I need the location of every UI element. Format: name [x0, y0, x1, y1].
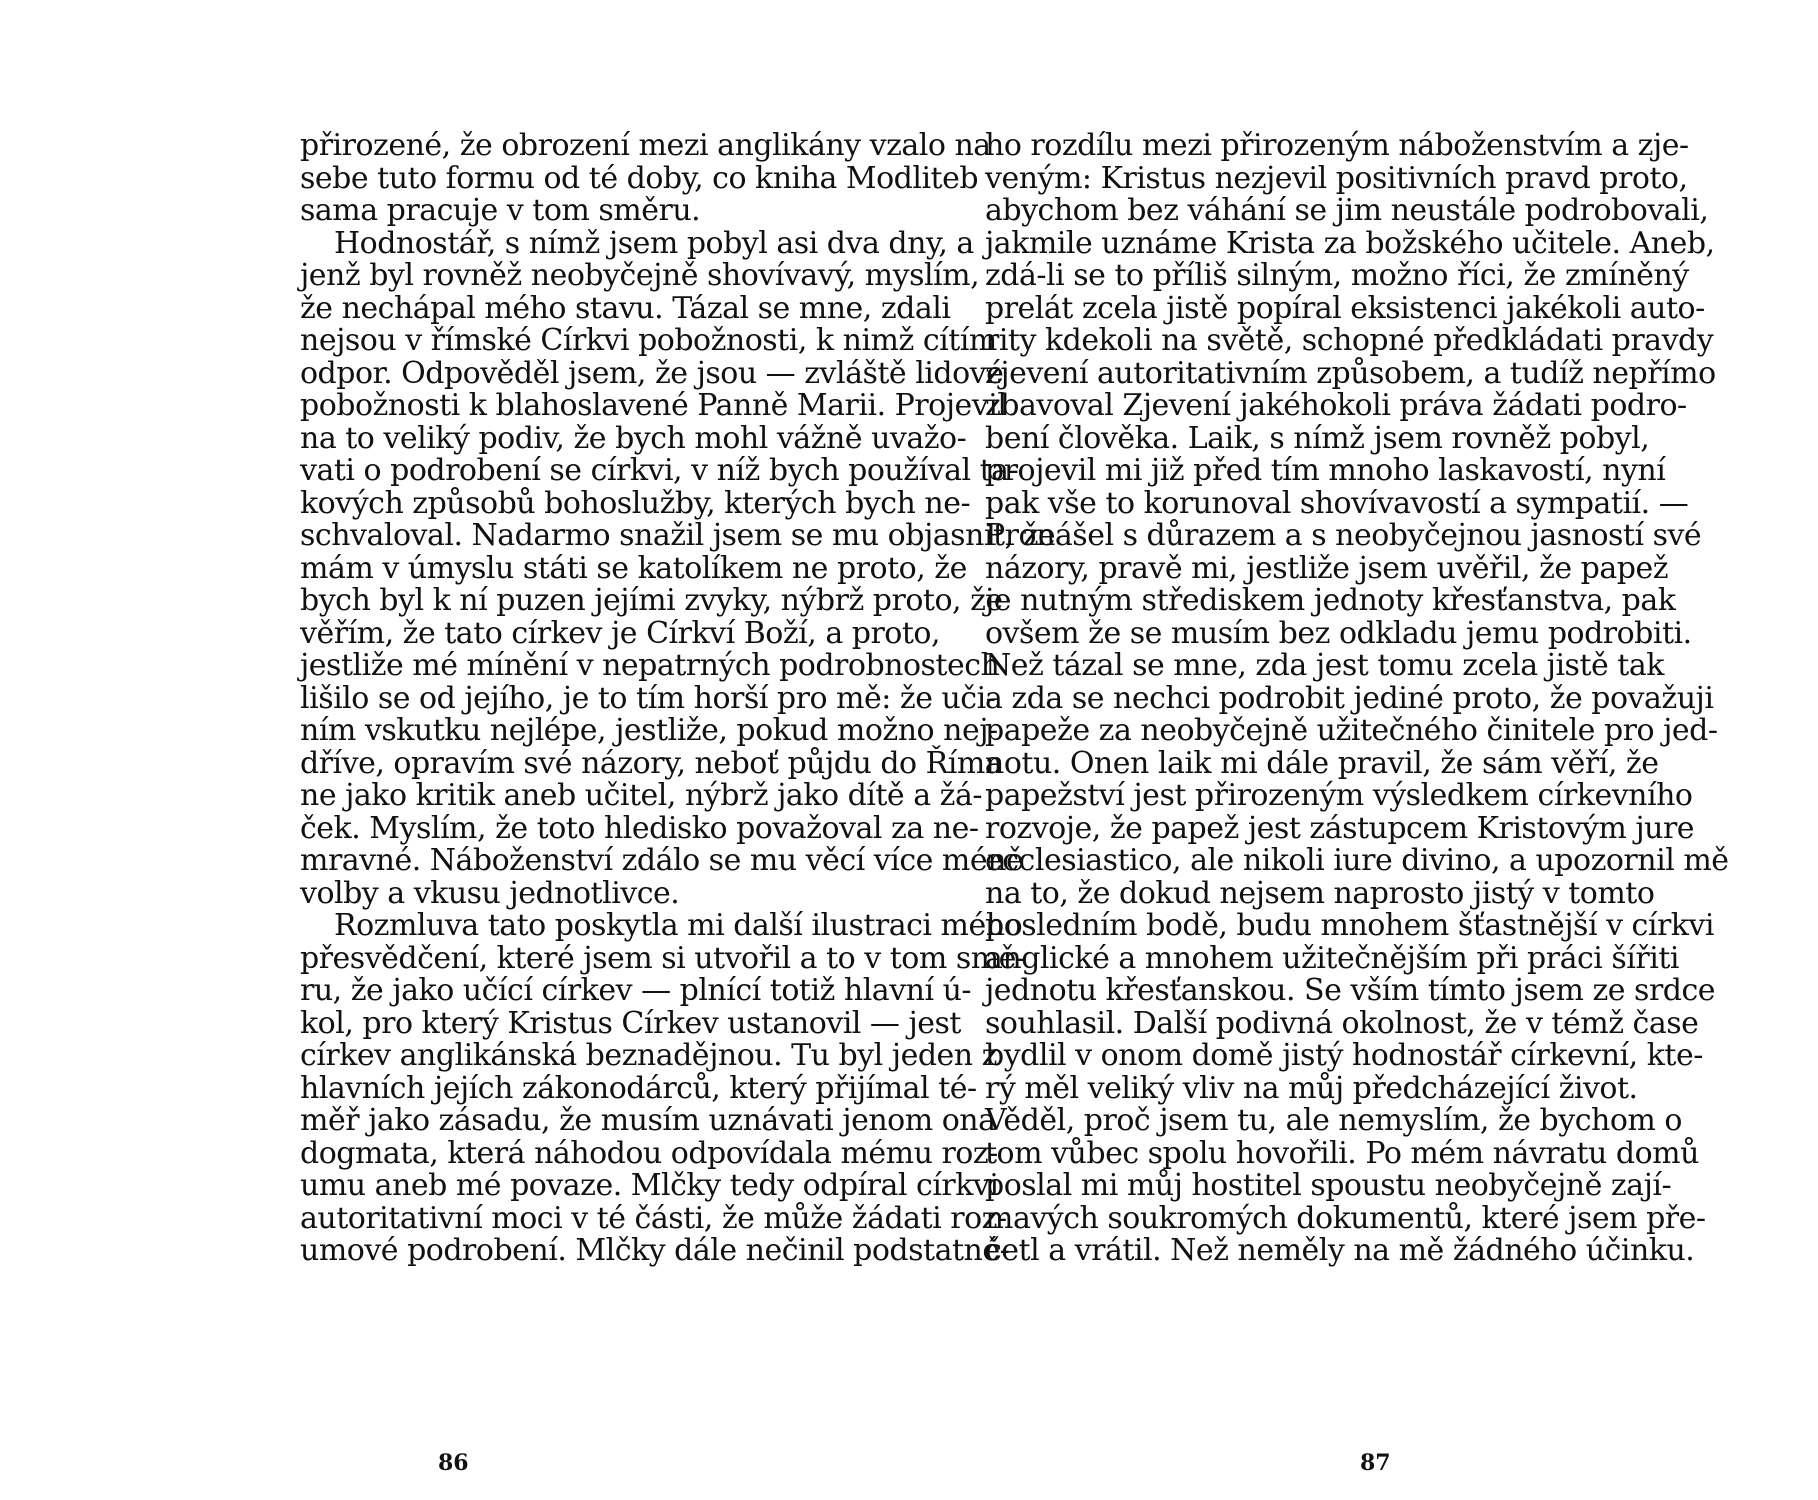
text-line: zjevení autoritativním způsobem, a tudíž nepřímo [985, 355, 1716, 391]
text-line: souhlasil. Další podivná okolnost, že v témž čase [985, 1005, 1699, 1041]
text-line: anglické a mnohem užitečnějším při práci šířiti [985, 940, 1679, 976]
text-line: dříve, opravím své názory, neboť půjdu do Říma [300, 745, 1003, 781]
text-line: na to veliký podiv, že bych mohl vážně uvažo- [300, 420, 967, 456]
text-line: notu. Onen laik mi dále pravil, že sám věří, že [985, 745, 1659, 781]
text-line: na to, že dokud nejsem naprosto jistý v tomto [985, 875, 1655, 911]
text-line: že nechápal mého stavu. Tázal se mne, zdali [300, 290, 951, 326]
text-line: projevil mi již před tím mnoho laskavostí, nyní [985, 453, 1666, 488]
text-line: jestliže mé mínění v nepatrných podrobnostech [300, 648, 1000, 683]
text-line: mám v úmyslu státi se katolíkem ne proto, že [300, 550, 967, 586]
text-line: umové podrobení. Mlčky dále nečinil podstatné- [300, 1233, 1010, 1268]
text-line: hlavních jejích zákonodárců, který přijímal té- [300, 1070, 977, 1106]
text-line: přirozené, že obrození mezi anglikány vzalo na [300, 128, 991, 163]
right-page [985, 128, 1729, 1268]
text-line: měř jako zásadu, že musím uznávati jenom ona [300, 1103, 996, 1138]
text-line: lišilo se od jejího, je to tím horší pro mě: že uči- [300, 680, 996, 716]
text-line: rity kdekoli na světě, schopné předkládati pravdy [985, 323, 1714, 358]
text-line: ho rozdílu mezi přirozeným náboženstvím a zje- [985, 128, 1689, 163]
text-line: posledním bodě, budu mnohem šťastnější v církvi [985, 908, 1715, 943]
text-line: prelát zcela jistě popíral eksistenci jakékoli auto- [985, 290, 1705, 326]
text-line: a zda se nechci podrobit jediné proto, že považuji [985, 680, 1714, 716]
text-line: autoritativní moci v té části, že může žádati roz- [300, 1200, 1007, 1236]
text-line: Než tázal se mne, zda jest tomu zcela jistě tak [985, 648, 1664, 683]
text-line: poslal mi můj hostitel spoustu neobyčejně zají- [985, 1168, 1672, 1203]
text-line: umu aneb mé povaze. Mlčky tedy odpíral církvi [300, 1168, 999, 1203]
text-line: zbavoval Zjevení jakéhokoli práva žádati podro- [985, 388, 1687, 423]
text-line: jednotu křesťanskou. Se vším tímto jsem ze srdce [985, 973, 1716, 1008]
text-line: veným: Kristus nezjevil positivních pravd proto, [985, 160, 1688, 196]
text-line: papeže za neobyčejně užitečného činitele pro jed- [985, 713, 1718, 748]
text-line: schvaloval. Nadarmo snažil jsem se mu objasnit, že [300, 518, 1056, 553]
text-line: odpor. Odpověděl jsem, že jsou — zvláště lidové [300, 355, 1004, 391]
text-line: kol, pro který Kristus Církev ustanovil — jest [300, 1005, 961, 1041]
text-line: volby a vkusu jednotlivce. [300, 875, 680, 911]
left-page-number: 86 [438, 1450, 469, 1476]
paragraph-first-line: Hodnostář, s nímž jsem pobyl asi dva dny, a [334, 225, 974, 261]
text-line: je nutným střediskem jednoty křesťanstva, pak [985, 583, 1676, 618]
left-page [300, 128, 1056, 1268]
text-line: rý měl veliký vliv na můj předcházející život. [985, 1070, 1638, 1106]
text-line: věřím, že tato církev je Církví Boží, a proto, [300, 615, 941, 651]
text-line: papežství jest přirozeným výsledkem církevního [985, 778, 1693, 813]
text-line: zdá-li se to příliš silným, možno říci, že zmíněný [985, 258, 1689, 293]
text-line: bydlil v onom domě jistý hodnostář církevní, kte- [985, 1038, 1703, 1073]
text-line: pak vše to korunoval shovívavostí a sympatií. — [985, 485, 1689, 521]
text-line: mravné. Náboženství zdálo se mu věcí více méně [300, 843, 1024, 878]
right-page-number: 87 [1360, 1450, 1391, 1476]
text-line: ecclesiastico, ale nikoli iure divino, a upozornil mě [985, 843, 1729, 878]
text-line: četl a vrátil. Než neměly na mě žádného účinku. [985, 1233, 1695, 1268]
text-line: názory, pravě mi, jestliže jsem uvěřil, že papež [985, 550, 1669, 586]
text-line: mavých soukromých dokumentů, které jsem pře- [985, 1200, 1706, 1236]
text-line: jenž byl rovněž neobyčejně shovívavý, myslím, [300, 258, 980, 293]
text-line: ovšem že se musím bez odkladu jemu podrobiti. [985, 615, 1692, 651]
text-line: sebe tuto formu od té doby, co kniha Modliteb [300, 160, 979, 196]
text-line: pobožnosti k blahoslavené Panně Marii. Projevil [300, 388, 1007, 423]
text-line: sama pracuje v tom směru. [300, 193, 701, 228]
text-line: tom vůbec spolu hovořili. Po mém návratu domů [985, 1135, 1699, 1171]
text-line: Věděl, proč jsem tu, ale nemyslím, že bychom o [985, 1103, 1682, 1138]
text-line: Pronášel s důrazem a s neobyčejnou jasností své [985, 518, 1702, 553]
text-line: rozvoje, že papež jest zástupcem Kristovým jure [985, 810, 1695, 846]
text-line: ním vskutku nejlépe, jestliže, pokud možno nej- [300, 713, 998, 748]
text-line: bení člověka. Laik, s nímž jsem rovněž pobyl, [985, 420, 1650, 456]
text-line: nejsou v římské Církvi pobožnosti, k nimž cítím [300, 323, 997, 358]
text-line: ru, že jako učící církev — plnící totiž hlavní ú- [300, 973, 972, 1008]
text-line: jakmile uznáme Krista za božského učitele. Aneb, [985, 225, 1715, 261]
text-line: církev anglikánská beznadějnou. Tu byl jeden z [300, 1038, 997, 1073]
paragraph-first-line: Rozmluva tato poskytla mi další ilustraci mého [334, 908, 1023, 943]
text-line: ček. Myslím, že toto hledisko považoval za ne- [300, 810, 979, 846]
text-line: vati o podrobení se církvi, v níž bych používal ta- [300, 453, 1019, 488]
text-line: abychom bez váhání se jim neustále podrobovali, [985, 193, 1709, 228]
text-line: bych byl k ní puzen jejími zvyky, nýbrž proto, že [300, 583, 1003, 618]
text-line: přesvědčení, které jsem si utvořil a to v tom smě- [300, 940, 1026, 976]
text-line: kových způsobů bohoslužby, kterých bych ne- [300, 485, 971, 521]
text-line: ne jako kritik aneb učitel, nýbrž jako dítě a žá- [300, 778, 982, 813]
text-line: dogmata, která náhodou odpovídala mému roz- [300, 1135, 998, 1171]
